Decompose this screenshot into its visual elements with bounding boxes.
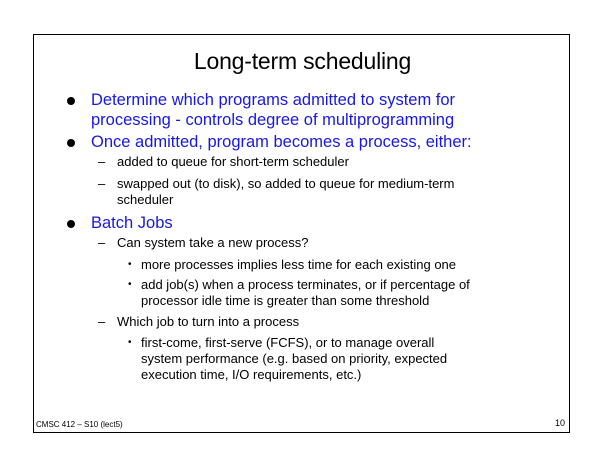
footer-course-label: CMSC 412 – S10 (lect5) (36, 420, 123, 429)
bullet-3-sub-2-item-1-line-1: first-come, first-serve (FCFS), or to manage overall (141, 335, 435, 350)
bullet-3-sub-1-item-2-line-1: add job(s) when a process terminates, or if percentage of (141, 277, 470, 292)
bullet-dot (67, 97, 75, 105)
bullet-dot (67, 139, 75, 147)
dash-marker: – (98, 314, 106, 329)
bullet-2-sub-2-line-2: scheduler (117, 192, 174, 207)
bullet-3-sub-1-item-2-line-2: processor idle time is greater than some threshold (141, 293, 430, 308)
bullet-1-line-2: processing - controls degree of multiprogramming (91, 111, 455, 129)
bullet-3-sub-1: Can system take a new process? (117, 235, 309, 250)
bullet-2-sub-2-line-1: swapped out (to disk), so added to queue for medium-term (117, 176, 455, 191)
bullet-3-sub-2-item-1-line-2: system performance (e.g. based on priority, expected (141, 351, 448, 366)
small-bullet-marker: • (128, 337, 132, 348)
bullet-3-sub-2: Which job to turn into a process (117, 314, 300, 329)
bullet-dot (67, 220, 75, 228)
dash-marker: – (98, 154, 106, 169)
page-number: 10 (554, 418, 565, 428)
bullet-3-line-1: Batch Jobs (91, 214, 173, 232)
bullet-2-line-1: Once admitted, program becomes a process, either: (91, 133, 472, 151)
bullet-2-sub-1: added to queue for short-term scheduler (117, 154, 349, 169)
slide-title: Long-term scheduling (193, 48, 412, 74)
dash-marker: – (98, 176, 106, 191)
small-bullet-marker: • (128, 259, 132, 270)
bullet-3-sub-1-item-1: more processes implies less time for each existing one (141, 257, 457, 272)
small-bullet-marker: • (128, 279, 132, 290)
dash-marker: – (98, 235, 106, 250)
bullet-3-sub-2-item-1-line-3: execution time, I/O requirements, etc.) (141, 367, 362, 382)
bullet-1-line-1: Determine which programs admitted to system for (91, 91, 456, 109)
